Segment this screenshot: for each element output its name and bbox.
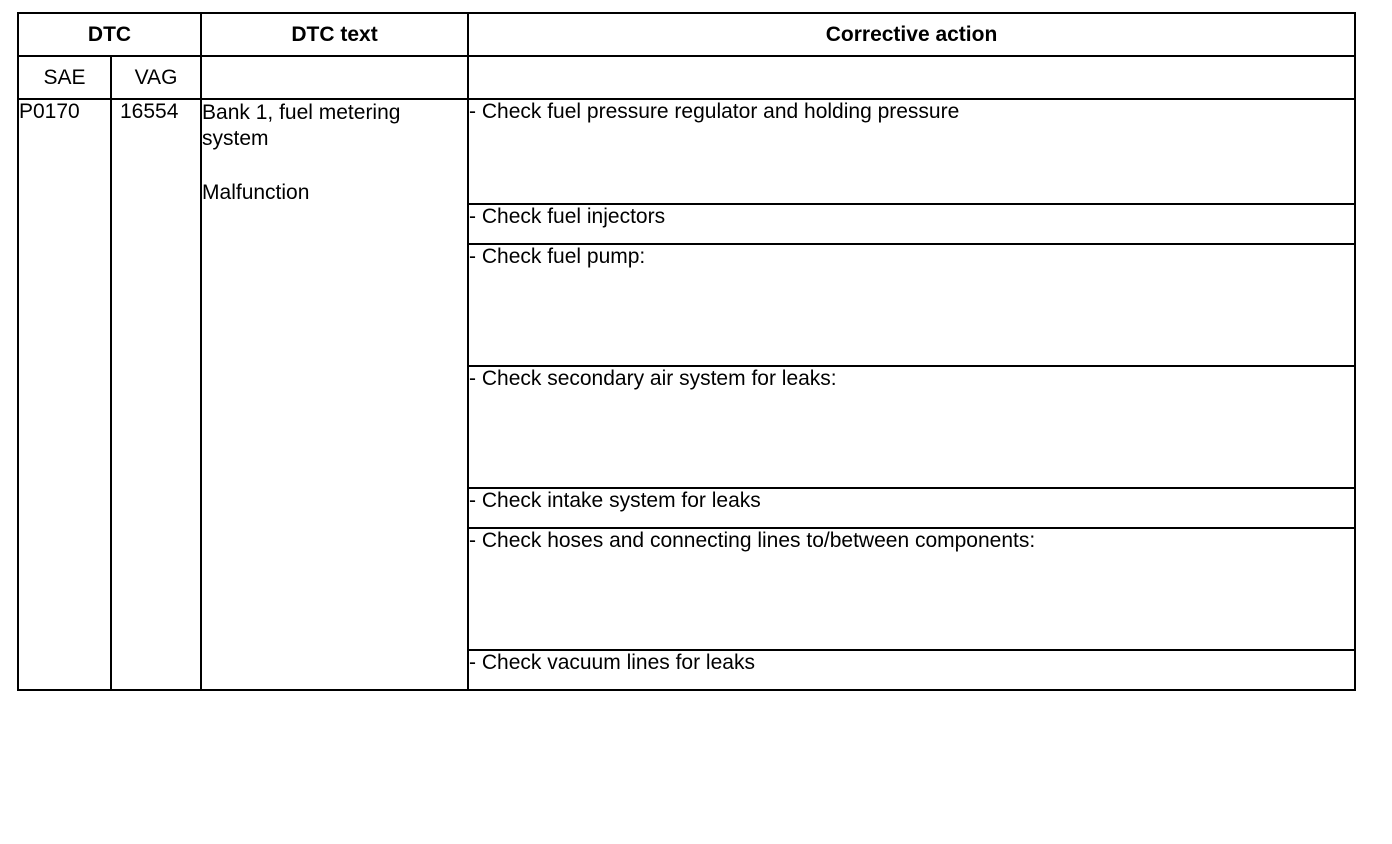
header-empty-text xyxy=(201,56,468,99)
header-row xyxy=(18,13,1355,56)
header-corrective-action: Corrective action xyxy=(468,13,1355,56)
header-dtc-text: DTC text xyxy=(201,13,468,56)
vag-code: 16554 xyxy=(111,99,201,690)
table-row xyxy=(18,99,1355,204)
dtc-subtext: Malfunction xyxy=(202,181,310,204)
sae-code: P0170 xyxy=(18,99,111,690)
dtc-text-cell xyxy=(201,99,468,690)
dtc-text: Bank 1, fuel metering system xyxy=(202,101,401,150)
action-item: - Check intake system for leaks xyxy=(468,488,1355,528)
action-item: - Check fuel pump: xyxy=(468,244,1355,366)
dtc-table xyxy=(17,12,1356,691)
action-item: - Check fuel pressure regulator and holding pressure xyxy=(468,99,1355,204)
header-dtc: DTC xyxy=(18,13,201,56)
subheader-row xyxy=(18,56,1355,99)
action-item: - Check vacuum lines for leaks xyxy=(468,650,1355,690)
header-empty-action xyxy=(468,56,1355,99)
action-item: - Check hoses and connecting lines to/between components: xyxy=(468,528,1355,650)
action-item: - Check secondary air system for leaks: xyxy=(468,366,1355,488)
action-item: - Check fuel injectors xyxy=(468,204,1355,244)
header-sae: SAE xyxy=(18,56,111,99)
header-vag: VAG xyxy=(111,56,201,99)
